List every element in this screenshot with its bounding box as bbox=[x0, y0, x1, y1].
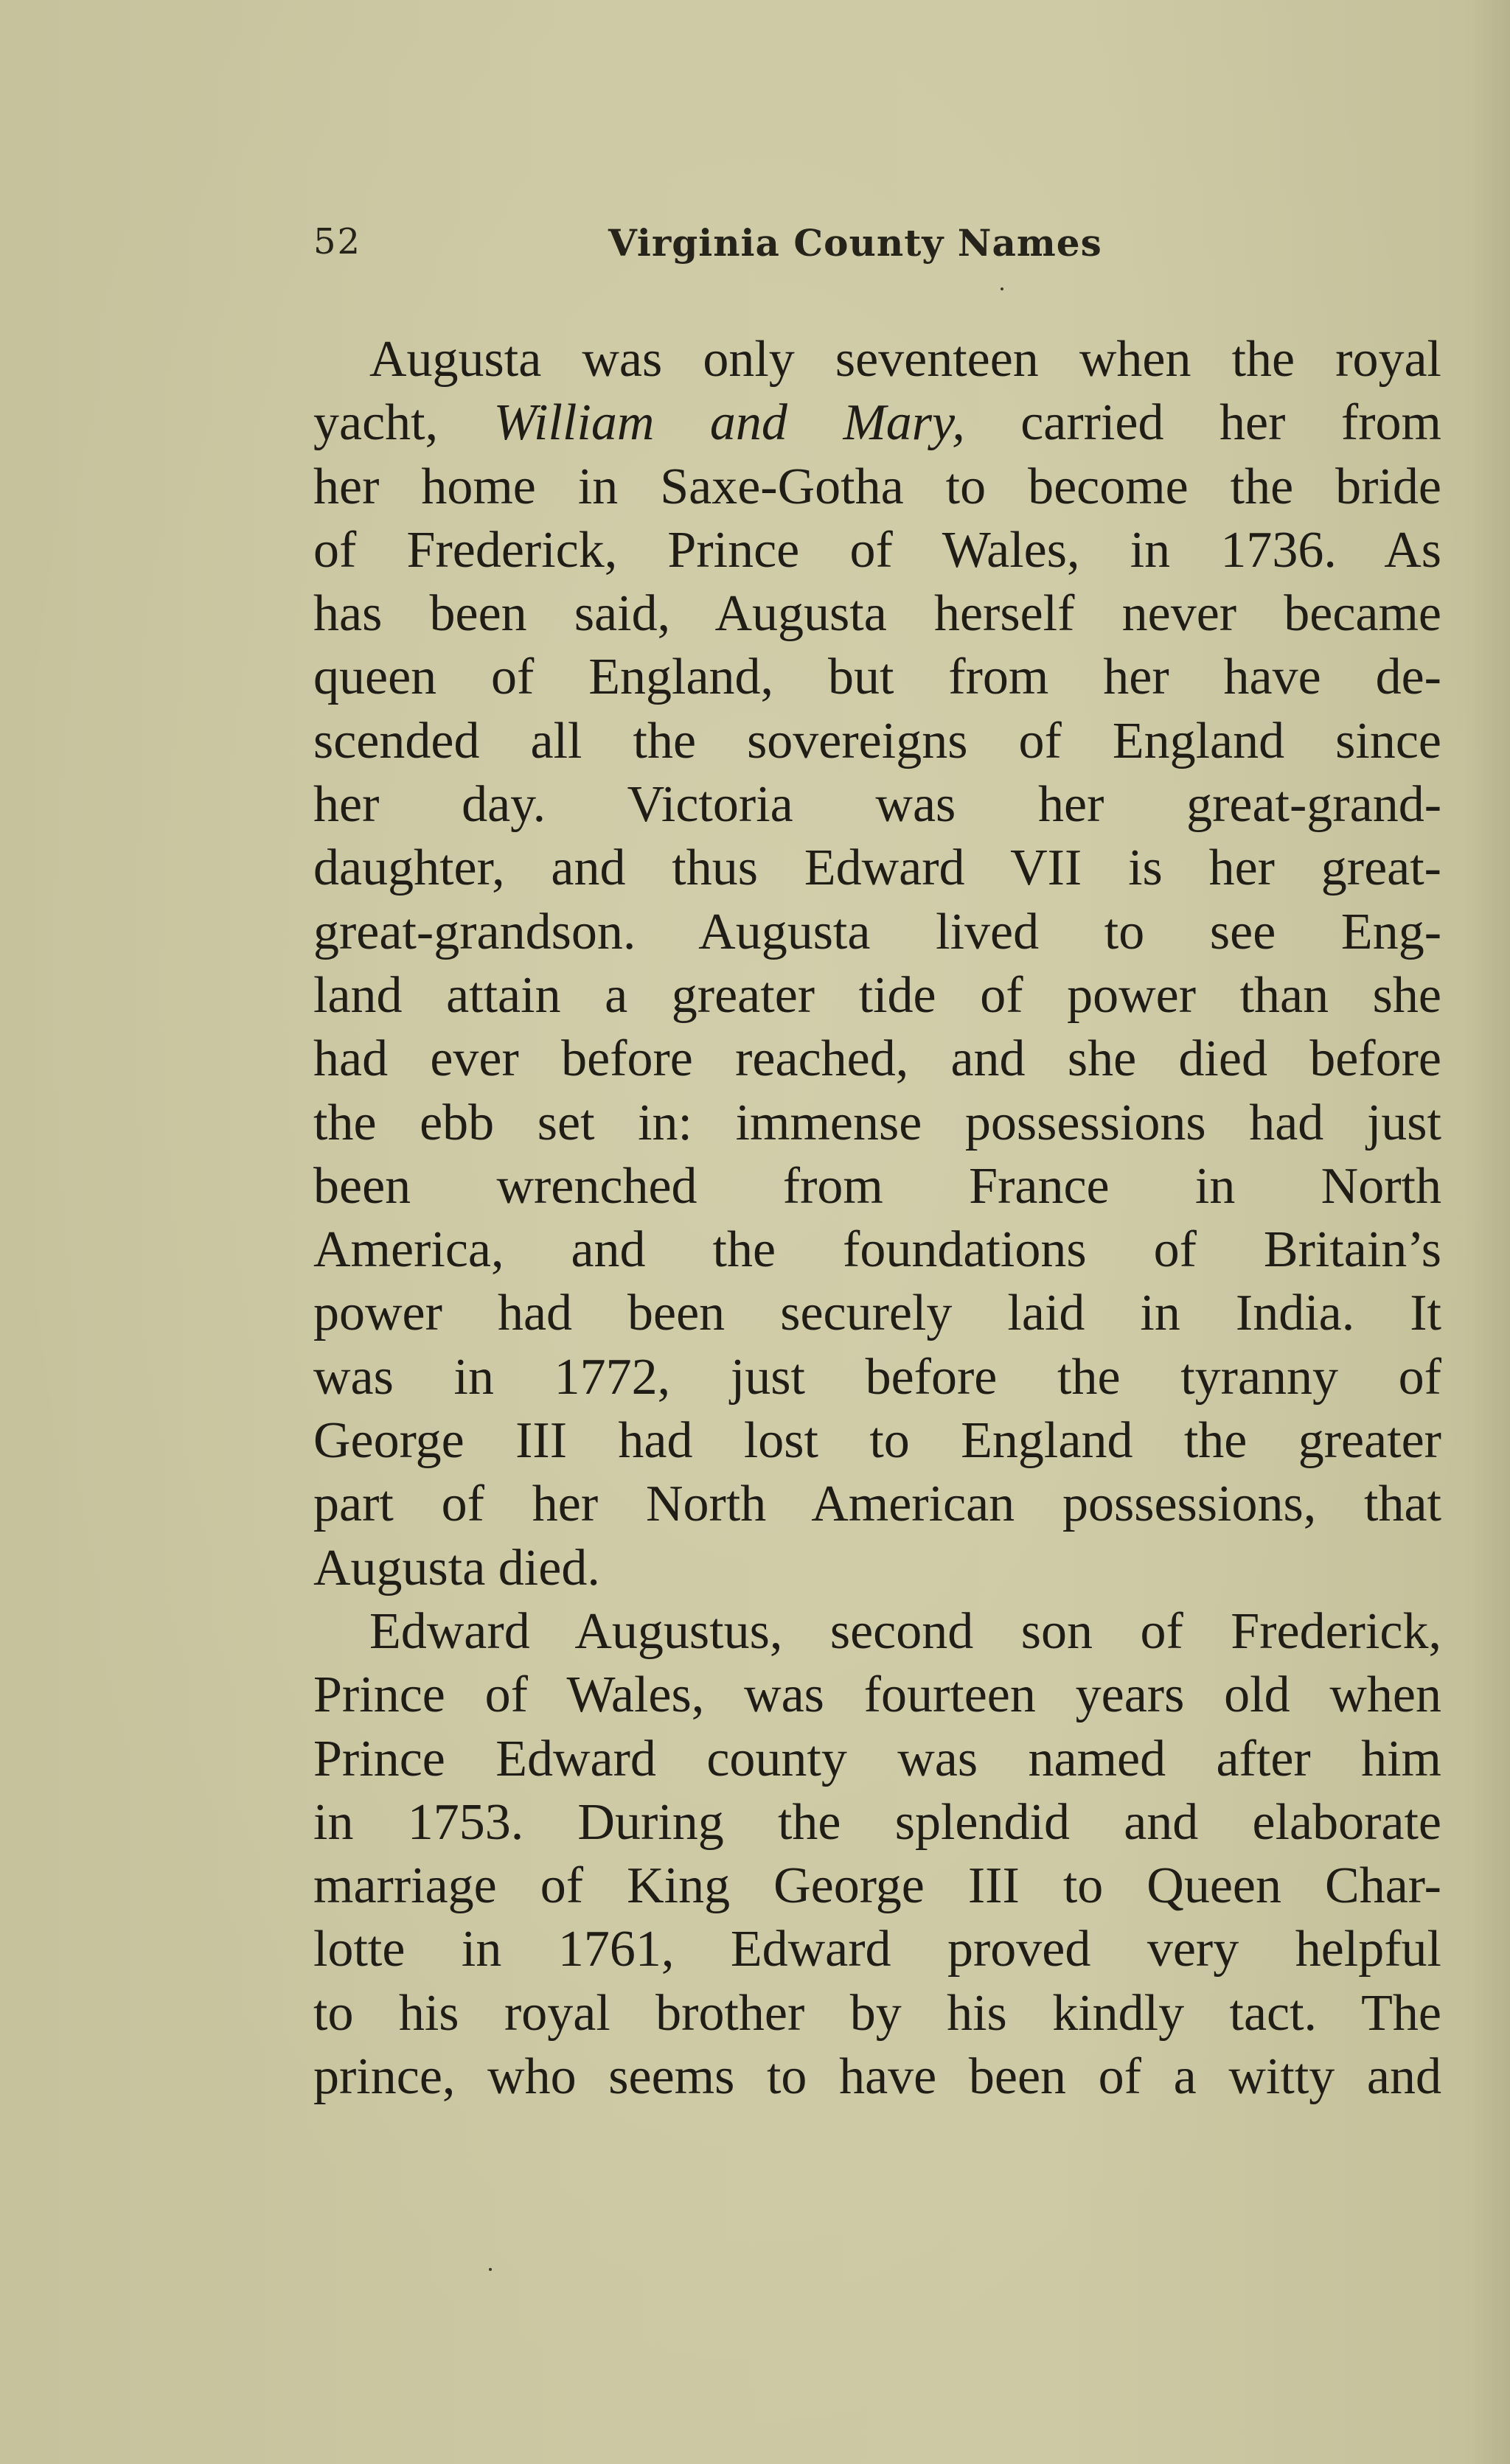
text-line: Prince Edward county was named after him bbox=[313, 1730, 1441, 1787]
text-line: was in 1772, just before the tyranny of bbox=[313, 1348, 1441, 1406]
text-line: in 1753. During the splendid and elaborate bbox=[313, 1793, 1441, 1851]
text-line: Prince of Wales, was fourteen years old when bbox=[313, 1666, 1441, 1724]
text-line: great-grandson. Augusta lived to see Eng- bbox=[313, 903, 1441, 960]
page-edge-shadow bbox=[1466, 0, 1510, 2464]
text-line: queen of England, but from her have de- bbox=[313, 649, 1441, 706]
body-text bbox=[313, 328, 1441, 2109]
speck bbox=[1001, 287, 1003, 290]
text-segment: carried her from bbox=[964, 394, 1441, 452]
page-number: 52 bbox=[313, 221, 362, 262]
text-line: Edward Augustus, second son of Frederick, bbox=[369, 1602, 1441, 1660]
text-line: Augusta died. bbox=[313, 1539, 600, 1596]
text-line: power had been securely laid in India. It bbox=[313, 1285, 1441, 1342]
text-line: her home in Saxe-Gotha to become the bride bbox=[313, 458, 1441, 515]
text-line: her day. Victoria was her great-grand- bbox=[313, 776, 1441, 834]
text-line: prince, who seems to have been of a witty and bbox=[313, 2048, 1441, 2106]
page-header bbox=[313, 221, 1132, 273]
text-line: George III had lost to England the greater bbox=[313, 1412, 1441, 1470]
text-line: America, and the foundations of Britain’s bbox=[313, 1221, 1441, 1279]
text-line: marriage of King George III to Queen Char- bbox=[313, 1857, 1441, 1915]
text-line: been wrenched from France in North bbox=[313, 1157, 1441, 1215]
text-segment: yacht, bbox=[313, 394, 494, 452]
text-line: lotte in 1761, Edward proved very helpful bbox=[313, 1921, 1441, 1978]
text-line: scended all the sovereigns of England since bbox=[313, 712, 1441, 769]
text-line: had ever before reached, and she died before bbox=[313, 1030, 1441, 1088]
speck bbox=[489, 2268, 492, 2271]
text-line: daughter, and thus Edward VII is her great- bbox=[313, 840, 1441, 897]
text-line bbox=[313, 391, 1441, 455]
text-line: the ebb set in: immense possessions had just bbox=[313, 1094, 1441, 1151]
text-line: part of her North American possessions, that bbox=[313, 1476, 1441, 1533]
ship-name: William and Mary, bbox=[493, 394, 965, 452]
text-line: has been said, Augusta herself never became bbox=[313, 585, 1441, 643]
text-line: to his royal brother by his kindly tact. The bbox=[313, 1984, 1441, 2042]
running-title: Virginia County Names bbox=[608, 221, 1102, 265]
text-line: land attain a greater tide of power than she bbox=[313, 966, 1441, 1024]
text-line: of Frederick, Prince of Wales, in 1736. As bbox=[313, 521, 1441, 579]
text-line: Augusta was only seventeen when the royal bbox=[369, 331, 1441, 388]
